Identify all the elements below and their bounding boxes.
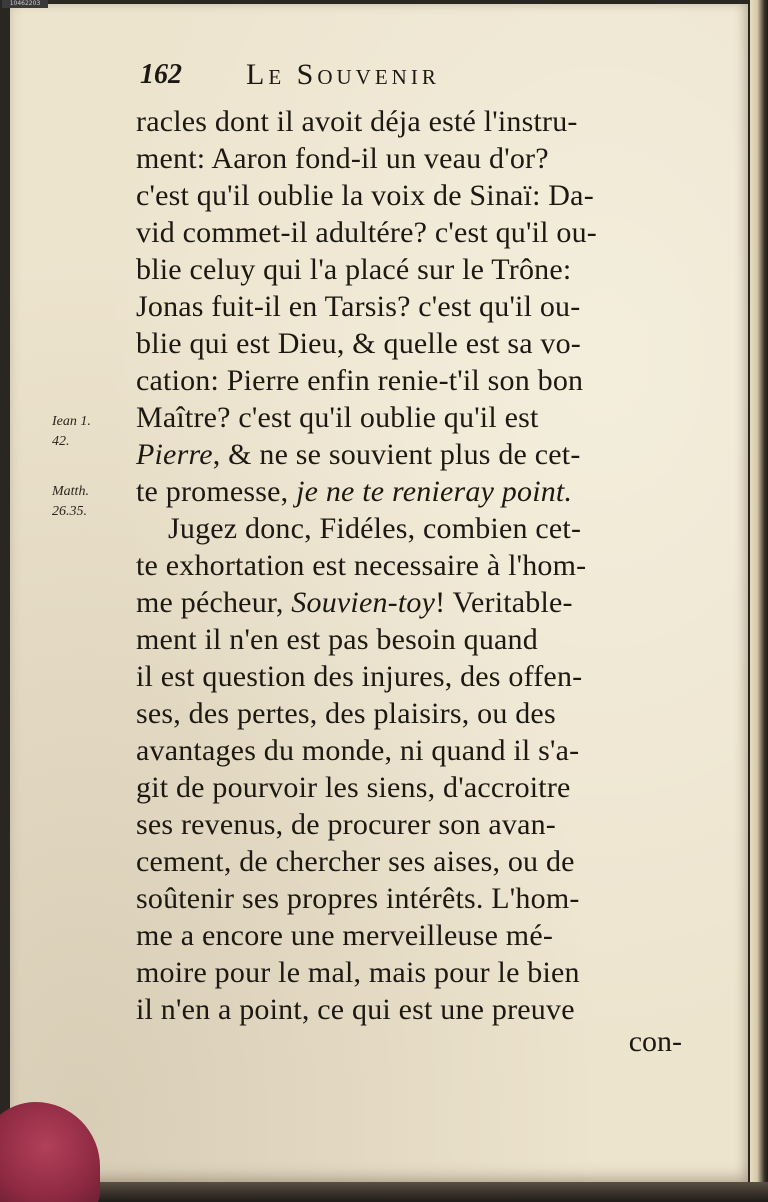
text-line: te exhortation est necessaire à l'hom- (136, 549, 587, 582)
text-span: te promesse, (136, 475, 297, 508)
text-line: ses revenus, de procurer son avan- (136, 808, 556, 841)
text-span: ! Veritable- (435, 586, 573, 619)
catchword: con- (628, 1025, 682, 1058)
text-line: vid commet-il adultére? c'est qu'il ou- (136, 216, 597, 249)
text-line: racles dont il avoit déja esté l'instru- (136, 105, 578, 138)
margin-note: Iean 1. (52, 414, 91, 429)
italic-phrase: Souvien-toy (291, 586, 436, 619)
margin-note: 42. (52, 434, 70, 449)
text-span: me pécheur, (136, 586, 292, 619)
text-line: ment il n'en est pas besoin quand (136, 623, 538, 656)
text-line: cement, de chercher ses aises, ou de (136, 845, 575, 878)
text-line: Jonas fuit-il en Tarsis? c'est qu'il ou- (136, 290, 581, 323)
book-spine (750, 0, 768, 1202)
spine-edge-line (748, 0, 750, 1190)
text-line: blie celuy qui l'a placé sur le Trône: (136, 253, 572, 286)
text-line: ses, des pertes, des plaisirs, ou des (136, 697, 556, 730)
text-line: me a encore une merveilleuse mé- (136, 919, 554, 952)
text-line: moire pour le mal, mais pour le bien (136, 956, 580, 989)
margin-note: Matth. (52, 484, 89, 499)
text-span: , & ne se souvient plus de cet- (212, 438, 581, 471)
text-line: git de pourvoir les siens, d'accroitre (136, 771, 571, 804)
text-line: cation: Pierre enfin renie-t'il son bon (136, 364, 584, 397)
text-line: c'est qu'il oublie la voix de Sinaï: Da- (136, 179, 594, 212)
text-line: Maître? c'est qu'il oublie qu'il est (136, 401, 539, 434)
italic-name: Pierre (136, 438, 213, 471)
text-line: il est question des injures, des offen- (136, 660, 583, 693)
running-title: Le Souvenir (246, 58, 440, 91)
scan-label: 10462203 (2, 0, 48, 8)
text-line: soûtenir ses propres intérêts. L'hom- (136, 882, 580, 915)
text-line: ment: Aaron fond-il un veau d'or? (136, 142, 549, 175)
text-line (136, 439, 688, 471)
text-line (136, 587, 688, 619)
italic-quote: je ne te renieray point. (296, 475, 573, 508)
text-line: Jugez donc, Fidéles, combien cet- (168, 512, 582, 545)
margin-note: 26.35. (52, 504, 87, 519)
page-header (140, 55, 600, 95)
page-number: 162 (140, 59, 182, 90)
text-line (136, 476, 688, 508)
text-line: blie qui est Dieu, & quelle est sa vo- (136, 327, 582, 360)
text-line: avantages du monde, ni quand il s'a- (136, 734, 580, 767)
text-line: il n'en a point, ce qui est une preuve (136, 993, 575, 1026)
page-bottom-edge (0, 1182, 768, 1202)
